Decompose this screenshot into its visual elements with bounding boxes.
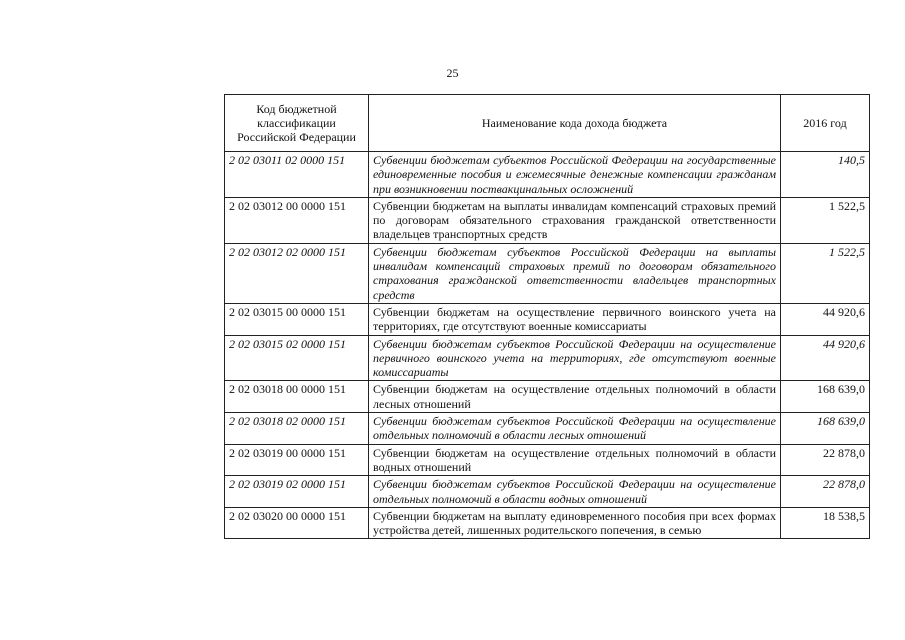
- table-row: [225, 413, 870, 445]
- row-code: 2 02 03018 02 0000 151: [225, 413, 369, 445]
- page-number: 25: [446, 66, 459, 80]
- row-name: Субвенции бюджетам субъектов Российской Федерации на государственные единовременные пособия и ежемесячные денежные компенсации гражданам при возникновении поствакцинальных осложнений: [369, 152, 781, 198]
- row-code: 2 02 03018 00 0000 151: [225, 381, 369, 413]
- row-code: 2 02 03011 02 0000 151: [225, 152, 369, 198]
- table-row: [225, 152, 870, 198]
- row-code: 2 02 03012 00 0000 151: [225, 197, 369, 243]
- header-name: Наименование кода дохода бюджета: [369, 95, 781, 152]
- row-amount: 168 639,0: [781, 413, 870, 445]
- row-name: Субвенции бюджетам субъектов Российской Федерации на выплаты инвалидам компенсаций страховых премий по договорам обязательного страхования гражданской ответственности владельцев транспортных средств: [369, 243, 781, 303]
- table-row: [225, 303, 870, 335]
- row-code: 2 02 03012 02 0000 151: [225, 243, 369, 303]
- budget-income-table: [224, 94, 870, 539]
- row-amount: 140,5: [781, 152, 870, 198]
- table-row: [225, 444, 870, 476]
- table-row: [225, 381, 870, 413]
- row-amount: 22 878,0: [781, 444, 870, 476]
- row-code: 2 02 03020 00 0000 151: [225, 507, 369, 539]
- row-name: Субвенции бюджетам на выплаты инвалидам компенсаций страховых премий по договорам обязательного страхования гражданской ответственности владельцев транспортных средств: [369, 197, 781, 243]
- row-amount: 1 522,5: [781, 243, 870, 303]
- row-amount: 44 920,6: [781, 303, 870, 335]
- row-amount: 22 878,0: [781, 476, 870, 508]
- table-row: [225, 335, 870, 381]
- row-name: Субвенции бюджетам субъектов Российской Федерации на осуществление отдельных полномочий в области лесных отношений: [369, 413, 781, 445]
- table-row: [225, 476, 870, 508]
- header-code: Код бюджетной классификации Российской Федерации: [225, 95, 369, 152]
- row-code: 2 02 03019 00 0000 151: [225, 444, 369, 476]
- row-amount: 44 920,6: [781, 335, 870, 381]
- row-name: Субвенции бюджетам субъектов Российской Федерации на осуществление первичного воинского учета на территориях, где отсутствуют военные комиссариаты: [369, 335, 781, 381]
- table-row: [225, 243, 870, 303]
- row-name: Субвенции бюджетам на выплату единовременного пособия при всех формах устройства детей, лишенных родительского попечения, в семью: [369, 507, 781, 539]
- table-body: [225, 152, 870, 539]
- table-header-row: [225, 95, 870, 152]
- row-amount: 1 522,5: [781, 197, 870, 243]
- table-row: [225, 507, 870, 539]
- table-row: [225, 197, 870, 243]
- row-name: Субвенции бюджетам на осуществление отдельных полномочий в области лесных отношений: [369, 381, 781, 413]
- row-name: Субвенции бюджетам на осуществление отдельных полномочий в области водных отношений: [369, 444, 781, 476]
- row-code: 2 02 03019 02 0000 151: [225, 476, 369, 508]
- row-name: Субвенции бюджетам на осуществление первичного воинского учета на территориях, где отсутствуют военные комиссариаты: [369, 303, 781, 335]
- header-year: 2016 год: [781, 95, 870, 152]
- row-name: Субвенции бюджетам субъектов Российской Федерации на осуществление отдельных полномочий в области водных отношений: [369, 476, 781, 508]
- row-amount: 18 538,5: [781, 507, 870, 539]
- row-code: 2 02 03015 02 0000 151: [225, 335, 369, 381]
- row-code: 2 02 03015 00 0000 151: [225, 303, 369, 335]
- row-amount: 168 639,0: [781, 381, 870, 413]
